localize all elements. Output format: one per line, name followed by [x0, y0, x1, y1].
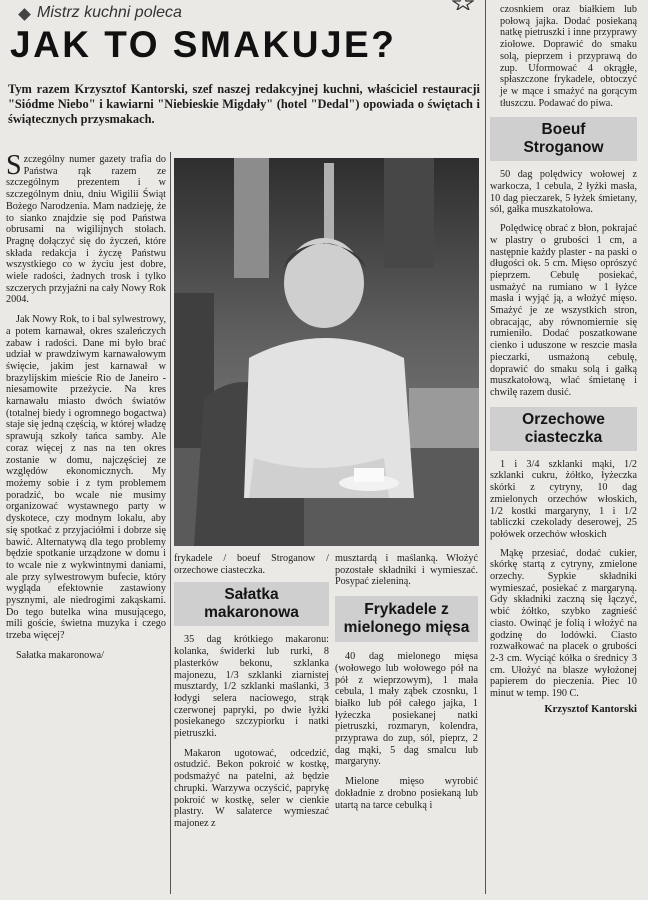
- column-1: [6, 150, 166, 662]
- column-4: [490, 4, 637, 715]
- ciasteczka-ingredients: 1 i 3/4 szklanki mąki, 1/2 szklanki cukru, żółtko, łyżeczka skórki z cytryny, 10 dag zmielonych orzechów włoskich, 1/2 kostki margaryny, 1 i 1/2 tabliczki czekolady deserowej, 25 połówek orzechów włoskich: [490, 458, 637, 540]
- column-rule-2: [485, 0, 486, 894]
- intro-paragraph: [6, 150, 166, 306]
- intro-text: zczególny numer gazety trafia do Państwa rąk razem ze szczególnym prezentem i w szczególnym dniu, dniu Wigilii Świąt Bożego Narodzenia. Mam nadzieję, że to sianko znajdzie się pod Państwa obrusami na wigilijnych stołach. Pragnę dołączyć się do życzeń, które składa redakcja i życzę Państwu wszystkiego co w życiu jest dobre, wiele radości, żadnych trosk i tylko szczerych przyjaźni na cały Nowy Rok 2004.: [6, 154, 166, 306]
- frykadele-preparation: Mielone mięso wyrobić dokładnie z drobno posiekaną lub utartą na tarce cebulką i: [335, 776, 478, 811]
- salad-preparation: Makaron ugotować, odcedzić, ostudzić. Bekon pokroić w kostkę, podsmażyć na patelni, aż będzie chrupki. Warzywa oczyścić, paprykę pokroić w kostkę, seler w cienkie plastry. W salaterce wymieszać majonez z: [174, 747, 329, 829]
- author-signature: Krzysztof Kantorski: [544, 703, 637, 715]
- menu-continuation: frykadele / boeuf Stroganow / orzechowe ciasteczka.: [174, 553, 329, 576]
- diamond-bullet-icon: [18, 8, 31, 21]
- stroganow-ingredients: 50 dag polędwicy wołowej z warkocza, 1 cebula, 2 łyżki masła, 10 dag pieczarek, 5 łyżek śmietany, sól, gałka muszkatołowa.: [490, 169, 637, 216]
- headline: JAK TO SMAKUJE?: [10, 24, 397, 65]
- menu-paragraph: Sałatka makaronowa/: [16, 649, 104, 661]
- column-3: [335, 553, 478, 811]
- ciasteczka-heading-box: Orzechowe ciasteczka: [490, 407, 637, 451]
- salad-ingredients: 35 dag krótkiego makaronu: kolanka, świderki lub rurki, 8 plasterków bekonu, szklanka majonezu, 1/3 szklanki ziarnistej musztardy, 1/2 szklanki maślanki, 3 łodygi selera naciowego, strąk czerwonej papryki, po dwie łyżki posiekanego szczypiorku i natki pietruszki.: [174, 634, 329, 740]
- ciasteczka-preparation: Mąkę przesiać, dodać cukier, skórkę startą z cytryny, zmielone orzechy. Sypkie składniki wymieszać, posiekać z margaryną. Gdy składniki zaczną się łączyć, wbić żółtko, szybko zagnieść ciasto. Owinąć je folią i włożyć na godzinę do lodówki. Ciasto rozwałkować na placek o grubości 2-3 cm. Wyciąć kółka o średnicy 3 cm. Ułożyć na blasze wyłożonej papierem do pieczenia. Piec 10 minut w temp. 190 C.: [490, 547, 637, 700]
- salad-continuation: musztardą i maślanką. Włożyć pozostałe składniki i wymieszać. Posypać zieleniną.: [335, 553, 478, 588]
- frykadele-continuation: czosnkiem oraz białkiem lub połową jajka. Dodać posiekaną natkę pietruszki i inne przyprawy ziołowe. Doprawić do smaku solą, pieprzem i przyprawą do zup. Uformować 4 okrągłe, spłaszczone frykadele, obtoczyć je w mące i smażyć na gorącym tłuszczu. Podawać do piwa.: [500, 4, 637, 109]
- column-rule-1: [170, 152, 171, 894]
- stroganow-heading-box: Boeuf Stroganow: [490, 117, 637, 161]
- chef-photo: [174, 158, 479, 546]
- lead-paragraph: Tym razem Krzysztof Kantorski, szef naszej redakcyjnej kuchni, właściciel restauracji "Siódme Niebo" i kawiarni "Niebieskie Migdały" (hotel "Dedal") opowiada o świętach i świątecznych przysmakach.: [8, 82, 480, 127]
- carnival-paragraph: Jak Nowy Rok, to i bal sylwestrowy, a potem karnawał, okres szaleńczych zabaw i radości. Dane mi było brać udział w prawdziwym karnawałowym święcie, jakim jest karnawał w brazylijskim mieście Rio de Janeiro - niesamowite przeżycie. Na kres karnawału miasto dwóch światów (totalnej biedy i ogromnego bogactwa) staje się jedną częścią, w której władzę sprawują szkoły tańca samby. Ale coraz więcej z nas na ten okres zostanie w domu, najczęściej ze względów ekonomicznych. My możemy sobie i z tym problemem poradzić, bo wcale nie musimy organizować wystawnego party w dyskotece, czy modnym lokalu, aby się spotkać z przyjaciółmi i dobrze się bawić. Alternatywą dla tego problemy będzie spotkanie urządzone w domu i to wcale nie z wykwintnymi daniami, ale przy sylwestrowym bufecie, który wygląda efektownie zastawiony pysznymi, ale niedrogimi zakąskami. Do tego butelka wina musującego, mili goście, świetna muzyka i czego trzeba więcej?: [6, 314, 166, 642]
- drop-cap: S: [6, 150, 22, 181]
- kicker-text: Mistrz kuchni poleca: [37, 4, 182, 21]
- column-2: [174, 553, 329, 830]
- star-ornament-icon: [452, 0, 474, 10]
- frykadele-ingredients: 40 dag mielonego mięsa (wołowego lub wołowego pół na pół z wieprzowym), 1 mała cebula, 1 mały ząbek czosnku, 1 białko lub pół całego jajka, 1 łyżeczka posiekanej natki pietruszki, rozmaryn, kolendra, przyprawa do zup, sól, pieprz, 2 dag mąki, 5 dag smalcu lub margaryny.: [335, 651, 478, 768]
- frykadele-heading-box: Frykadele z mielonego mięsa: [335, 596, 478, 642]
- stroganow-preparation: Polędwicę obrać z błon, pokrajać w plastry o grubości 1 cm, a następnie każdy plaster - na paski o długości ok. 5 cm. Mięso oprószyć pieprzem. Cebulę posiekać, usmażyć na rumiano w 1 łyżce masła i wyjąć ją, a włożyć mięso. Smażyć je ze wszystkich stron, obracając, aby równomiernie się rumieniło. Dodać poszatkowane cienko i uduszone w reszcie masła pieczarki, usmażoną cebulę, doprawić do smaku solą i gałką muszkatołową, wlać śmietanę i chwilę razem dusić.: [490, 223, 637, 398]
- salad-heading-box: Sałatka makaronowa: [174, 582, 329, 626]
